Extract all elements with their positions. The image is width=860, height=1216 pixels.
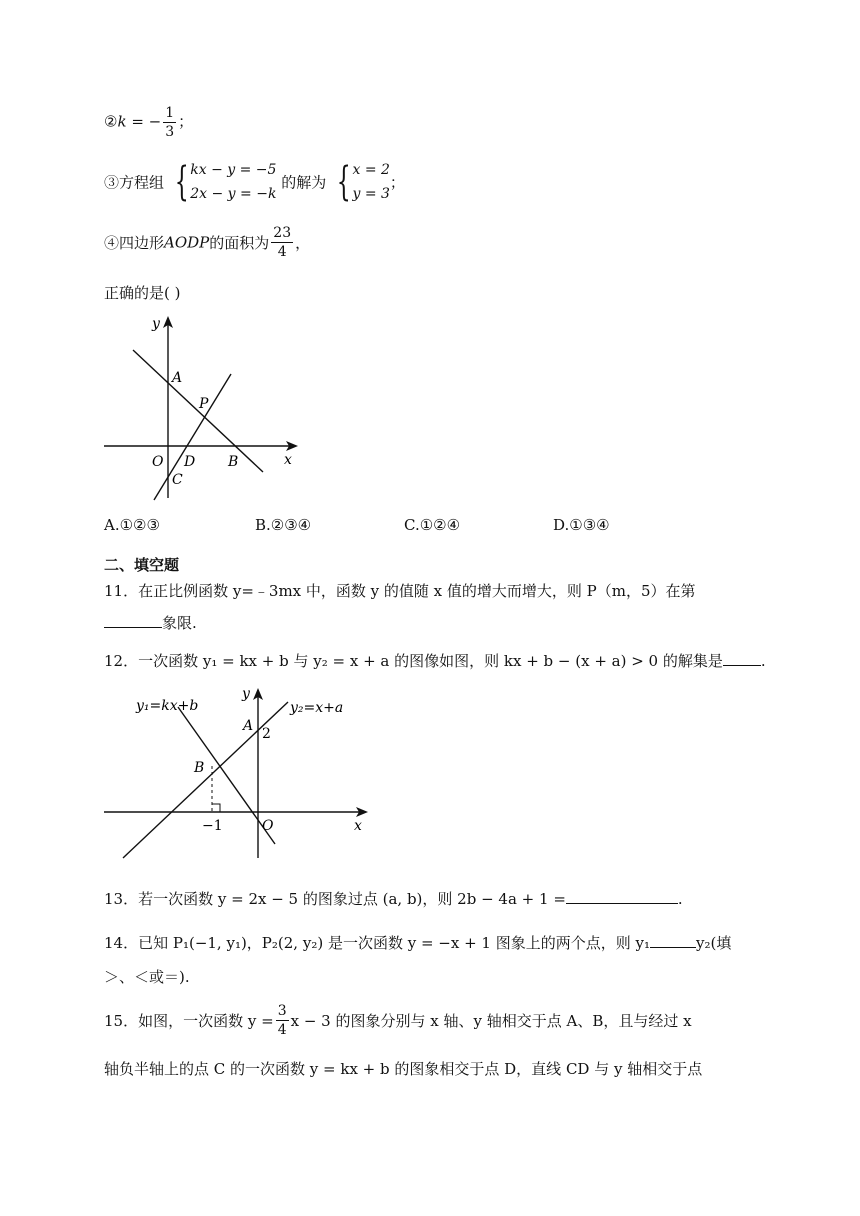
var-k: k <box>117 112 127 131</box>
question-text: 已知 P₁(−1, y₁)，P₂(2, y₂) 是一次函数 y = −x + 1 图象上的两个点，则 y₁ <box>138 934 650 952</box>
question-number: 11． <box>104 582 139 600</box>
label-a: A <box>243 718 254 734</box>
statement-4-mid: 的面积为 <box>209 234 270 252</box>
statement-2-lead: ② <box>104 112 118 131</box>
figure-2 <box>100 682 380 862</box>
statement-4 <box>104 226 310 259</box>
brace-icon: { <box>174 159 189 205</box>
section-title: 二、填空题 <box>104 556 180 574</box>
solution-line-2: y = 3 <box>352 186 390 202</box>
right-angle-icon <box>212 804 220 812</box>
question-text: x − 3 的图象分别与 x 轴、y 轴相交于点 A、B，且与经过 x <box>290 1012 692 1030</box>
option-d[interactable]: D.①③④ <box>553 516 610 534</box>
statement-3-mid: 的解为 <box>281 173 327 192</box>
statement-4-tail: ， <box>295 234 311 252</box>
question-text: 在正比例函数 y=﹣3mx 中，函数 y 的值随 x 值的增大而增大，则 P（m，5）在第 <box>138 582 696 600</box>
system-line-1: kx − y = −5 <box>190 162 277 178</box>
question-15-line-2: 轴负半轴上的点 C 的一次函数 y = kx + b 的图象相交于点 D，直线 CD 与 y 轴相交于点 <box>104 1060 703 1078</box>
label-o: O <box>262 818 274 834</box>
option-a[interactable]: A.①②③ <box>104 516 160 534</box>
label-y: y <box>242 686 250 702</box>
frac-num: 1 <box>165 105 175 121</box>
label-y: y <box>152 316 160 332</box>
question-13 <box>104 888 683 909</box>
frac-num: 3 <box>277 1003 287 1019</box>
question-text: 一次函数 y₁ = kx + b 与 y₂ = x + a 的图像如图，则 kx + b − (x + a) > 0 的解集是 <box>138 652 723 670</box>
answer-blank[interactable] <box>723 651 761 666</box>
answer-blank[interactable] <box>104 613 162 628</box>
question-text-tail: y₂(填 <box>696 934 732 952</box>
statement-2 <box>104 106 193 139</box>
equation-system <box>169 158 277 206</box>
label-x: x <box>284 452 292 468</box>
equals-minus: = − <box>126 112 162 131</box>
frac-den: 4 <box>277 1022 287 1038</box>
question-prompt: 正确的是( ) <box>104 284 181 302</box>
statement-3-lead: ③方程组 <box>104 173 165 192</box>
system-line-2: 2x − y = −k <box>190 186 277 202</box>
question-12 <box>104 650 766 671</box>
question-tail: . <box>677 890 683 908</box>
answer-blank[interactable] <box>566 889 678 904</box>
fraction-one-third <box>163 106 176 139</box>
label-y2: y₂=x+a <box>290 700 344 716</box>
fraction-3-4 <box>276 1004 289 1037</box>
question-14-line-1 <box>104 932 731 953</box>
question-number: 15． <box>104 1012 139 1030</box>
fraction-23-4 <box>271 226 293 259</box>
question-15-line-1 <box>104 1004 692 1037</box>
frac-den: 3 <box>165 124 175 140</box>
brace-icon: { <box>336 159 351 205</box>
label-y1: y₁=kx+b <box>136 698 199 714</box>
shape-name: AODP <box>164 233 210 252</box>
question-11-line-1 <box>104 580 696 601</box>
frac-num: 23 <box>273 225 292 241</box>
question-11-line-2 <box>104 612 197 633</box>
question-14-line-2: ＞、＜或＝). <box>104 968 190 986</box>
label-o: O <box>152 454 164 470</box>
label-b: B <box>228 454 239 470</box>
answer-blank[interactable] <box>650 933 696 948</box>
label-neg1: −1 <box>202 818 223 834</box>
option-c[interactable]: C.①②④ <box>404 516 461 534</box>
frac-den: 4 <box>277 244 287 260</box>
label-c: C <box>172 472 183 488</box>
statement-4-lead: ④四边形 <box>104 234 165 252</box>
question-tail: . <box>760 652 766 670</box>
figure-1 <box>100 312 310 502</box>
question-text: 象限. <box>162 614 197 632</box>
question-number: 14． <box>104 934 139 952</box>
label-p: P <box>199 396 209 412</box>
label-b: B <box>194 760 205 776</box>
question-number: 13． <box>104 890 139 908</box>
solution-line-1: x = 2 <box>352 162 390 178</box>
statement-2-tail: ； <box>178 112 194 131</box>
label-x: x <box>354 818 362 834</box>
statement-3-tail: ； <box>389 173 405 192</box>
solution-system <box>331 158 390 206</box>
label-a: A <box>172 370 183 386</box>
statement-3 <box>104 158 405 206</box>
option-b[interactable]: B.②③④ <box>255 516 312 534</box>
question-text: 若一次函数 y = 2x − 5 的图象过点 (a, b)，则 2b − 4a + 1 = <box>138 890 566 908</box>
label-d: D <box>184 454 196 470</box>
line-cp <box>154 374 231 500</box>
question-text: 如图，一次函数 y = <box>138 1012 274 1030</box>
label-2: 2 <box>262 726 271 742</box>
question-number: 12． <box>104 652 139 670</box>
